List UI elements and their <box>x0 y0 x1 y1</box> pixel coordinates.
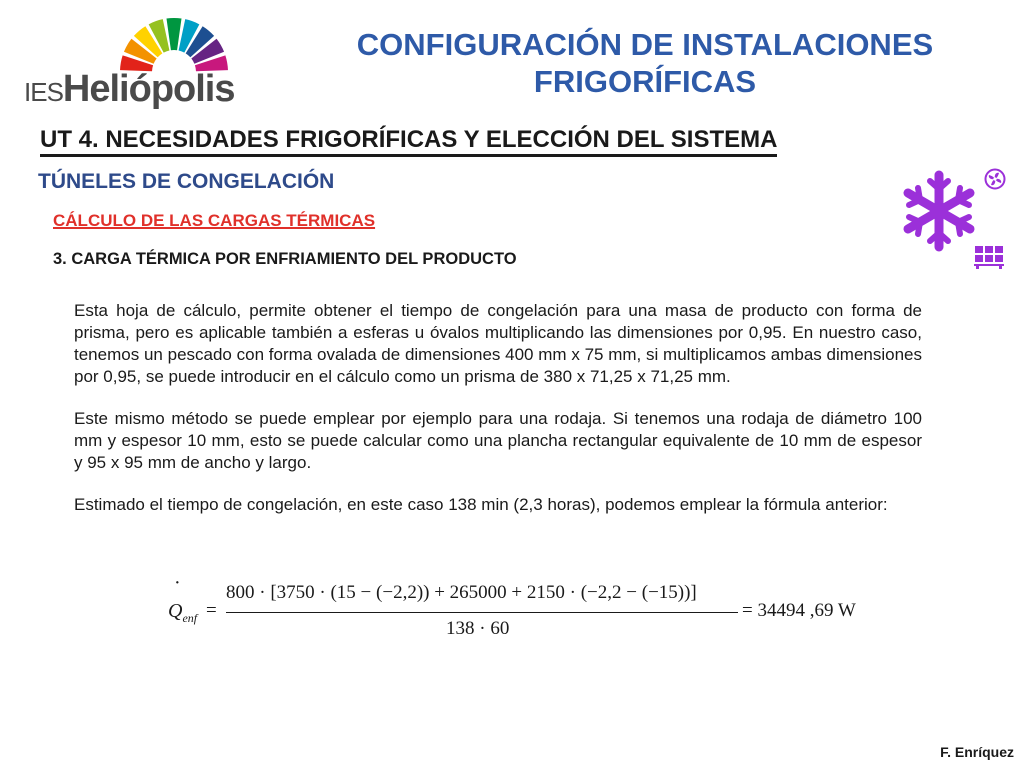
formula-result: = 34494 ,69 W <box>742 600 856 621</box>
unit-title <box>40 126 920 154</box>
page-title <box>300 26 990 100</box>
formula-fraction-bar <box>226 612 738 613</box>
formula-lhs-subscript: enf <box>182 611 198 625</box>
fan-icon <box>984 168 1006 190</box>
formula-numerator: 800 · [3750 · (15 − (−2,2)) + 265000 + 2150 · (−2,2 − (−15))] <box>226 582 697 603</box>
ies-heliopolis-logo <box>24 16 254 116</box>
cooling-load-formula <box>168 572 888 648</box>
snowflake-icon <box>896 168 982 254</box>
section-title: TÚNELES DE CONGELACIÓN <box>38 170 335 193</box>
page-title-line2: FRIGORÍFICAS <box>533 64 757 99</box>
formula-equals: = <box>206 600 217 621</box>
paragraph-2: Este mismo método se puede emplear por ejemplo para una rodaja. Si tenemos una rodaja de diámetro 100 mm y espesor 10 mm, esto se puede calcular como una plancha rectangular equivalente de 10 mm de espesor y 95 x 95 mm de ancho y largo. <box>74 409 922 472</box>
paragraph-3: Estimado el tiempo de congelación, en este caso 138 min (2,3 horas), podemos emplear la fórmula anterior: <box>74 495 888 514</box>
logo-fan-icon <box>116 16 232 74</box>
logo-fan-segment <box>166 18 181 50</box>
point-title: 3. CARGA TÉRMICA POR ENFRIAMIENTO DEL PRODUCTO <box>53 250 517 268</box>
paragraph-1: Esta hoja de cálculo, permite obtener el tiempo de congelación para una masa de producto con forma de prisma, pero es aplicable también a esferas u óvalos multiplicando las dimensiones por 0,95. En nuestro caso, tenemos un pescado con forma ovalada de dimensiones 400 mm x 75 mm, si multiplicamos ambas dimensiones por 0,95, se puede introducir en el cálculo como un prisma de 380 x 71,25 x 71,25 mm. <box>74 301 922 386</box>
subsection-title: CÁLCULO DE LAS CARGAS TÉRMICAS <box>53 211 376 230</box>
logo-name: Heliópolis <box>62 68 235 110</box>
logo-text <box>24 68 235 111</box>
formula-denominator: 138 · 60 <box>446 618 510 639</box>
page-title-line1: CONFIGURACIÓN DE INSTALACIONES <box>356 27 934 62</box>
logo-prefix: IES <box>24 77 63 107</box>
boxes-icon <box>974 244 1004 270</box>
formula-lhs <box>168 600 197 626</box>
author-credit: F. Enríquez <box>940 744 1014 760</box>
formula-lhs-symbol: Q <box>168 600 183 622</box>
body-text <box>74 300 922 536</box>
unit-title-text: UT 4. NECESIDADES FRIGORÍFICAS Y ELECCIÓN DEL SISTEMA <box>40 126 777 157</box>
formula-rate-dot: · <box>174 572 181 594</box>
